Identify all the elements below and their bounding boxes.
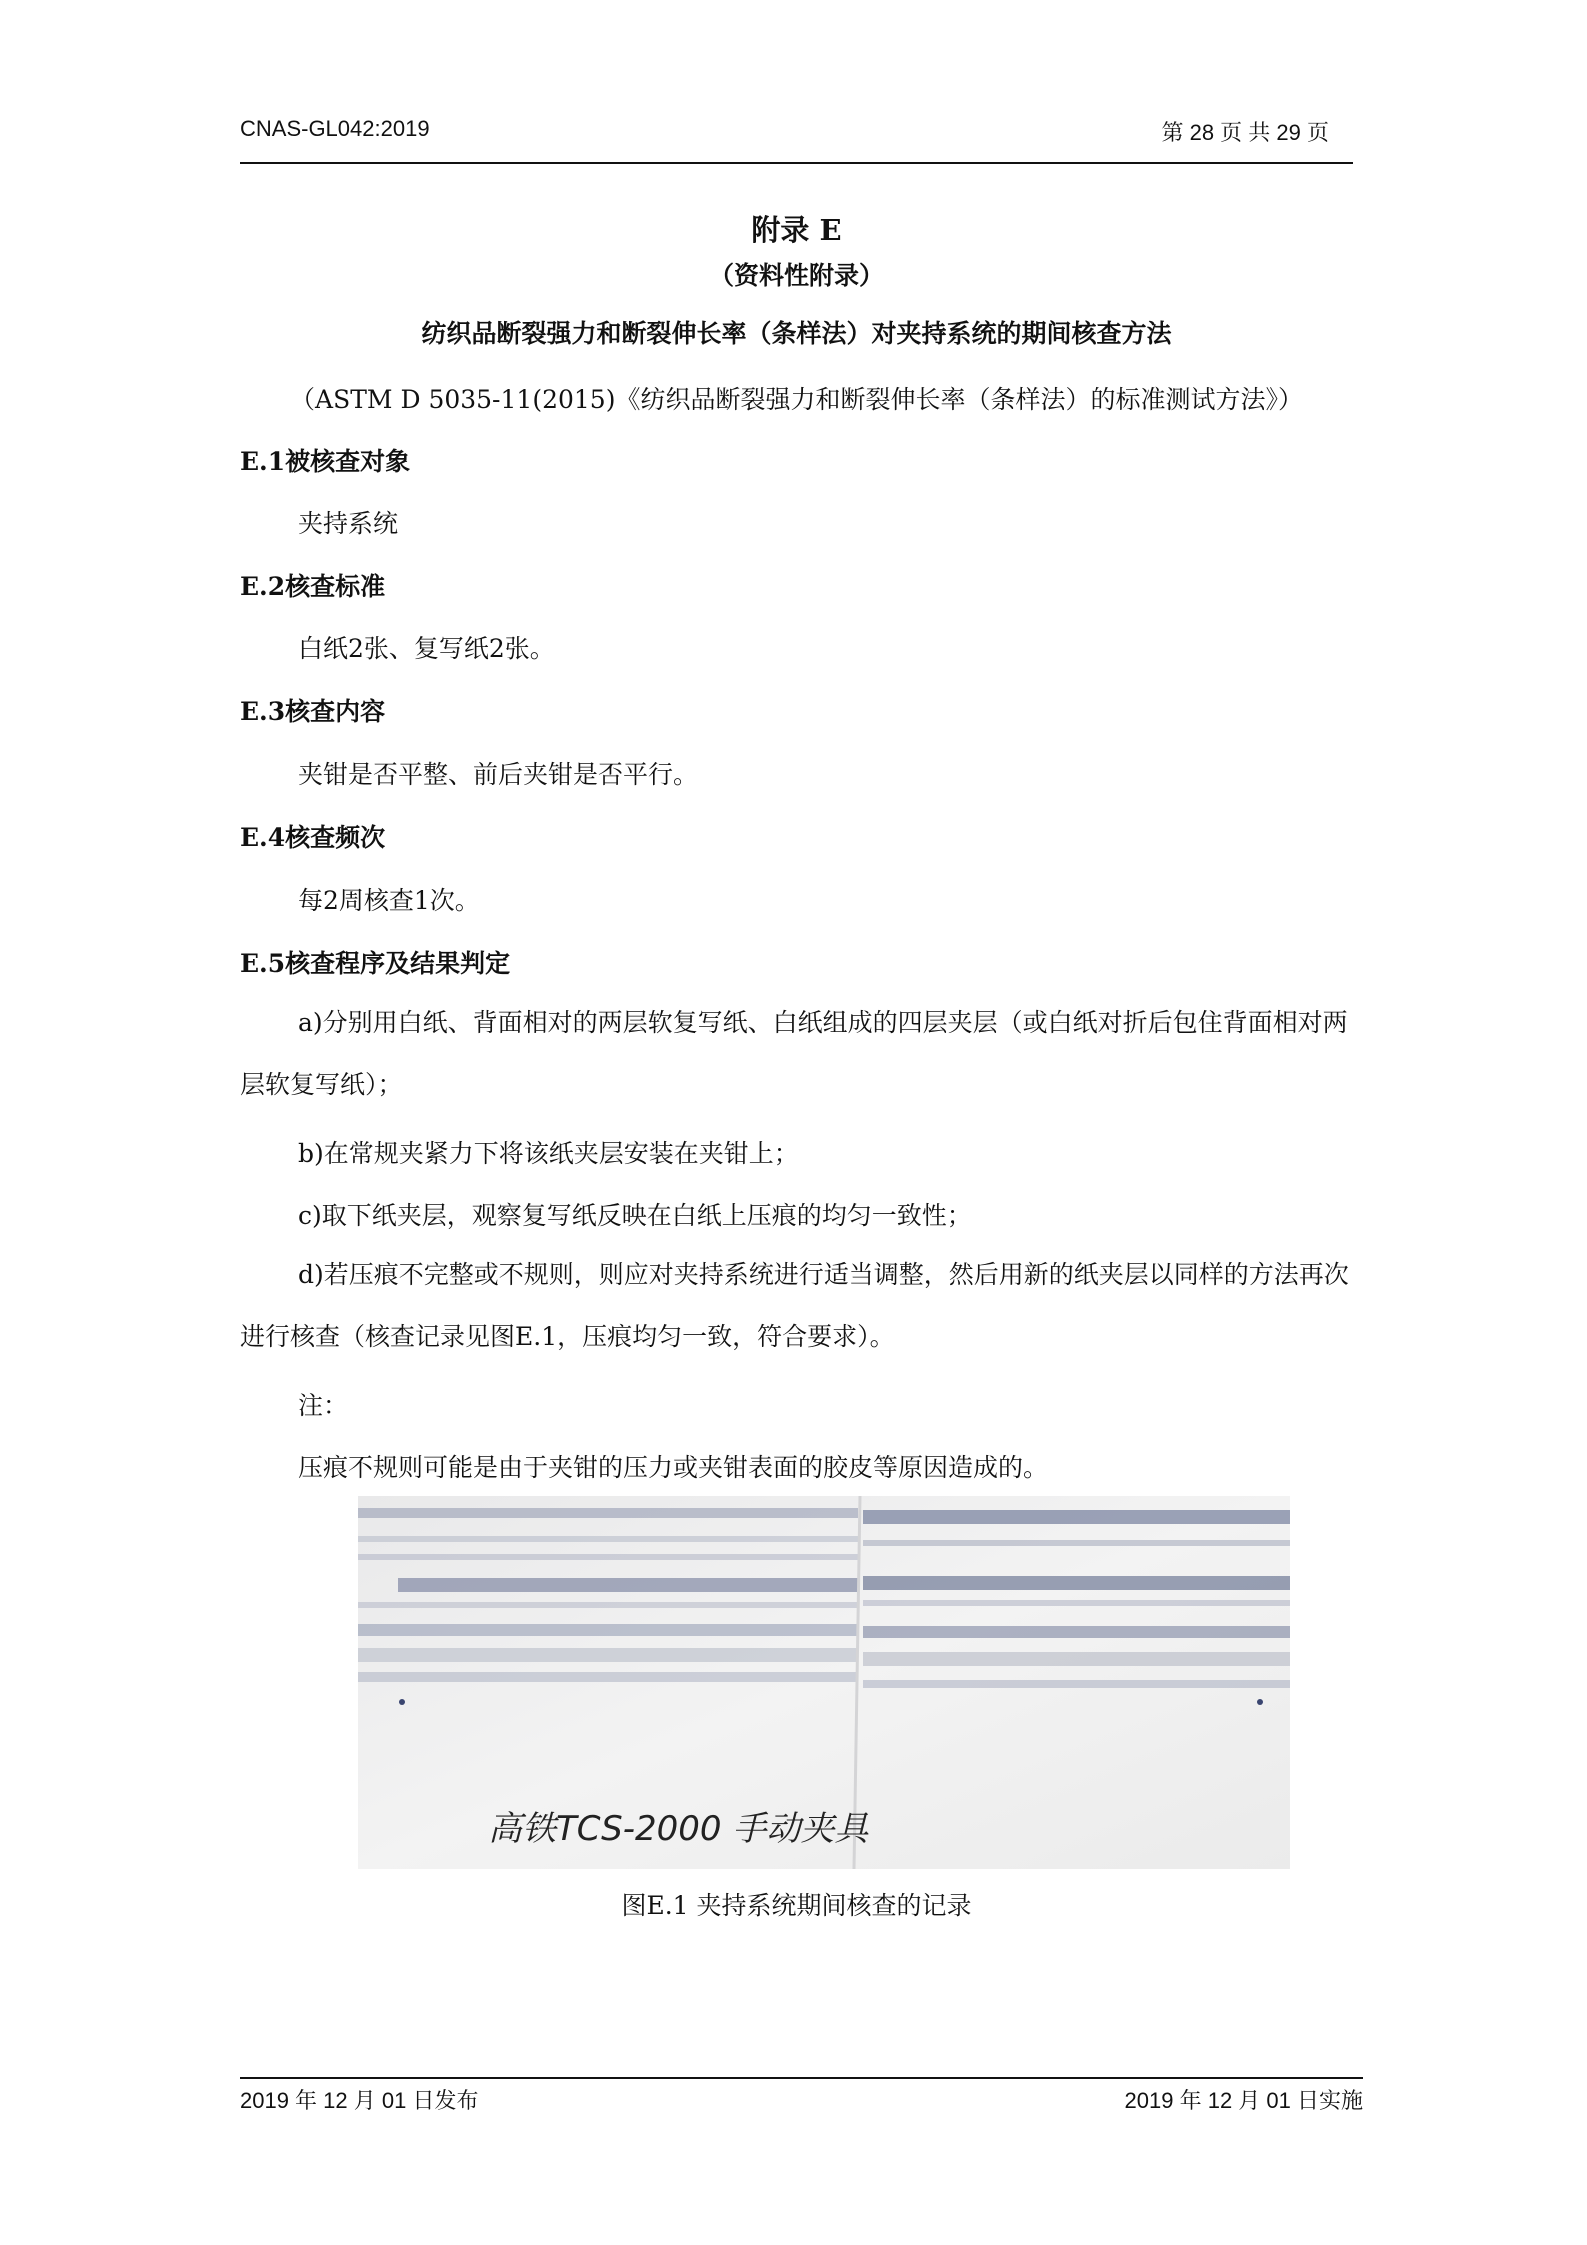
step-c: c)取下纸夹层，观察复写纸反映在白纸上压痕的均匀一致性； — [298, 1201, 972, 1230]
document-code: CNAS-GL042:2019 — [240, 116, 430, 141]
publish-date: 2019 年 12 月 01 日发布 — [240, 2088, 479, 2113]
step-a: a)分别用白纸、背面相对的两层软复写纸、白纸组成的四层夹层（或白纸对折后包住背面相对两层软复写纸）； — [240, 1008, 1348, 1099]
section-e4-heading: E.4核查频次 — [240, 823, 386, 852]
section-e4-body: 每2周核查1次。 — [298, 886, 480, 915]
section-e3-heading: E.3核查内容 — [240, 697, 386, 726]
page-number: 第 28 页 共 29 页 — [1161, 120, 1329, 145]
appendix-heading: 纺织品断裂强力和断裂伸长率（条样法）对夹持系统的期间核查方法 — [421, 319, 1172, 348]
header-divider — [240, 162, 1353, 164]
appendix-type: （资料性附录） — [708, 261, 884, 290]
step-d: d)若压痕不完整或不规则，则应对夹持系统进行适当调整，然后用新的纸夹层以同样的方法再次进行核查（核查记录见图E.1，压痕均匀一致，符合要求）。 — [240, 1260, 1349, 1351]
appendix-title: 附录 E — [751, 213, 842, 247]
clamp-imprint-photo — [358, 1496, 1290, 1869]
imprint-photo-drawing — [358, 1496, 1290, 1869]
section-e2-body: 白纸2张、复写纸2张。 — [298, 634, 555, 663]
step-b: b)在常规夹紧力下将该纸夹层安装在夹钳上； — [298, 1139, 799, 1168]
section-e3-body: 夹钳是否平整、前后夹钳是否平行。 — [298, 760, 699, 789]
note-label: 注： — [298, 1391, 349, 1420]
section-e1-body: 夹持系统 — [298, 509, 399, 538]
footer-divider — [240, 2077, 1363, 2079]
standard-reference: （ASTM D 5035-11(2015)《纺织品断裂强力和断裂伸长率（条样法）的标准测试方法》） — [290, 385, 1303, 414]
handwritten-label: 高铁TCS-2000 手动夹具 — [488, 1809, 869, 1849]
section-e1-heading: E.1被核查对象 — [240, 447, 411, 476]
note-text: 压痕不规则可能是由于夹钳的压力或夹钳表面的胶皮等原因造成的。 — [298, 1453, 1049, 1482]
section-e2-heading: E.2核查标准 — [240, 572, 386, 601]
figure-caption: 图E.1 夹持系统期间核查的记录 — [621, 1891, 972, 1920]
effective-date: 2019 年 12 月 01 日实施 — [1124, 2088, 1363, 2113]
section-e5-heading: E.5核查程序及结果判定 — [240, 949, 511, 978]
